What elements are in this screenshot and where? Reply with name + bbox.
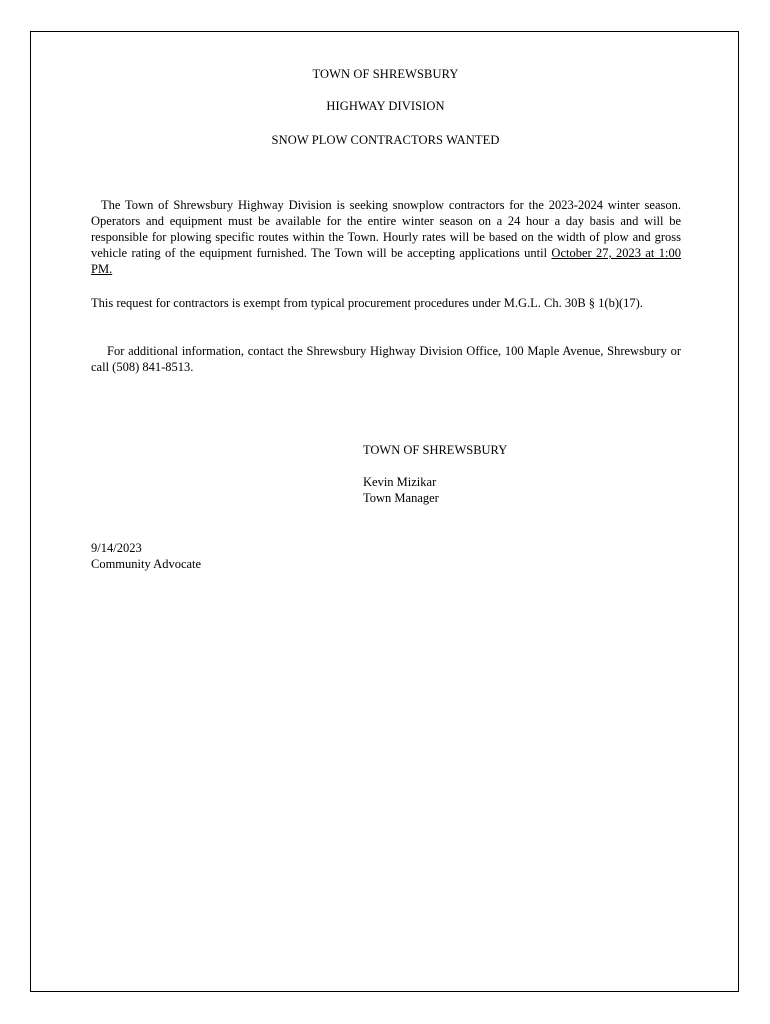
signature-organization: TOWN OF SHREWSBURY [363,443,508,457]
signature-title: Town Manager [363,491,439,505]
signature-name: Kevin Mizikar [363,475,437,489]
application-deadline: October 27, 2023 at 1:00 PM. [91,246,681,276]
heading-division: HIGHWAY DIVISION [326,99,445,113]
paragraph-exemption: This request for contractors is exempt from typical procurement procedures under M.G.L. Ch. 30B § 1(b)(17). [91,296,643,310]
paragraph-main [91,197,681,277]
paragraph-main-text: The Town of Shrewsbury Highway Division is seeking snowplow contractors for the 2023-2024 winter season. Operators and equipment must be available for the entire winter season on a 24 hour a day basis and will be responsible for plowing specific routes within the Town. Hourly rates will be based on the width of plow and gross vehicle rating of the equipment furnished. The Town will be accepting applications until [91,198,681,260]
document-page [30,31,739,992]
heading-notice-title: SNOW PLOW CONTRACTORS WANTED [271,133,500,147]
paragraph-contact: For additional information, contact the Shrewsbury Highway Division Office, 100 Maple Avenue, Shrewsbury or call (508) 841-8513. [91,344,681,374]
publication-name: Community Advocate [91,557,202,571]
publication-date: 9/14/2023 [91,541,142,555]
heading-town: TOWN OF SHREWSBURY [312,67,459,81]
